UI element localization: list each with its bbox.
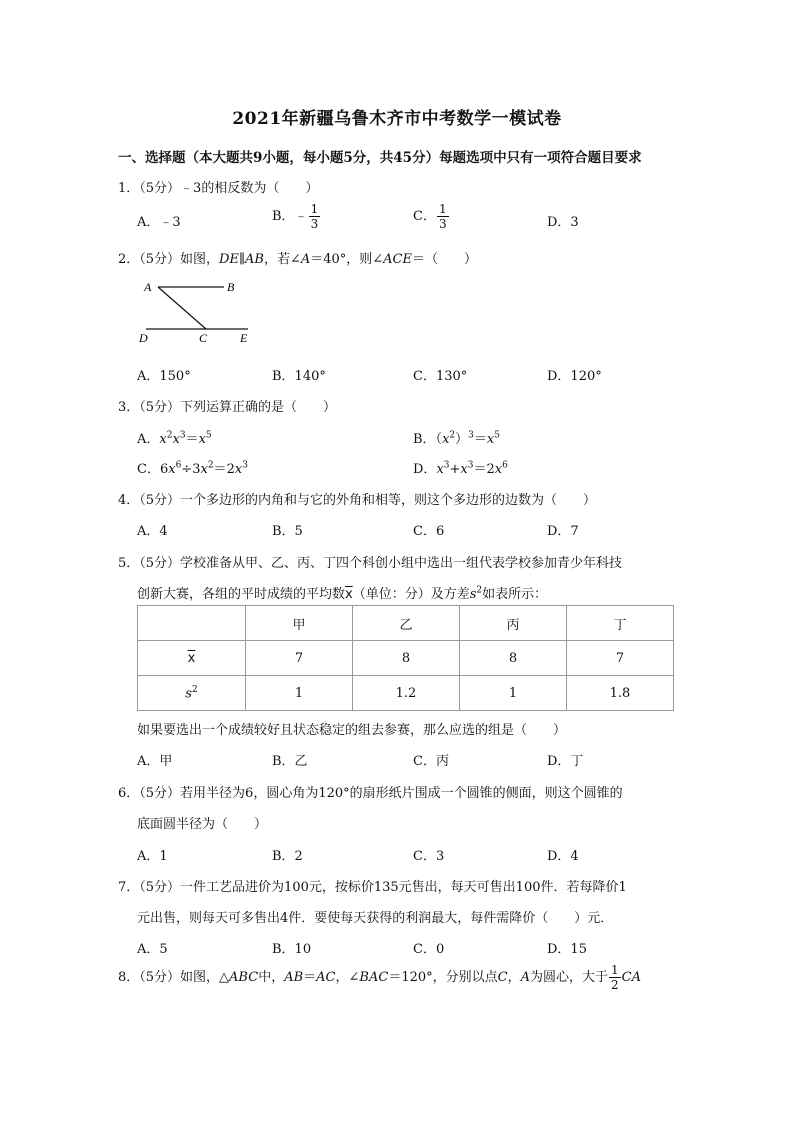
q2-option-d[interactable]: D．120° xyxy=(547,369,602,384)
question-6-line1: 6．（5分）若用半径为6，圆心角为120°的扇形纸片围成一个圆锥的侧面，则这个圆锥的 xyxy=(118,786,623,801)
table-header-cell: 丁 xyxy=(567,606,674,641)
q3-c-coef: 2 xyxy=(226,462,235,477)
question-5-line2 xyxy=(137,583,547,602)
q1-option-c-prefix: C． xyxy=(413,209,436,224)
s-label: s xyxy=(185,686,192,702)
q6-option-b[interactable]: B．2 xyxy=(272,849,303,864)
q2-ab: AB xyxy=(244,252,264,267)
q3-a-x1: x xyxy=(159,432,167,447)
q1-option-a[interactable]: A．﹣3 xyxy=(137,215,181,230)
q8-a: A xyxy=(520,970,530,985)
q3-d-x3: x xyxy=(494,462,503,477)
q1-c-numerator: 1 xyxy=(438,202,447,216)
q1-option-b-prefix: B．﹣ xyxy=(272,209,308,224)
question-1-stem: 1．（5分）﹣3的相反数为（ ） xyxy=(118,181,319,196)
q2-mid2: ＝40°，则∠ xyxy=(310,252,384,267)
q3-a-exp3: 5 xyxy=(205,430,212,441)
q3-d-exp2: 3 xyxy=(467,460,474,471)
q1-option-c-fraction xyxy=(437,203,449,230)
table-header-cell: 丙 xyxy=(460,606,567,641)
q4-option-a[interactable]: A．4 xyxy=(137,524,168,539)
q3-a-label: A． xyxy=(137,432,160,447)
q3-a-eq: ＝ xyxy=(185,432,199,447)
q3-b-eq: ＝ xyxy=(473,432,487,447)
q4-option-b[interactable]: B．5 xyxy=(272,524,303,539)
q3-c-label: C．6 xyxy=(137,462,169,477)
q5-line2b: （单位：分）及方差 xyxy=(352,587,470,602)
fig-label-d: D xyxy=(139,331,148,345)
question-5-line1: 5．（5分）学校准备从甲、乙、丙、丁四个科创小组中选出一组代表学校参加青少年科技 xyxy=(118,556,623,571)
table-cell: 1.8 xyxy=(567,676,674,711)
q8-eq: ＝ xyxy=(303,970,317,985)
q3-c-x3: x xyxy=(234,462,243,477)
q3-b-label: B．（ xyxy=(413,432,443,447)
q2-mid: ，若∠ xyxy=(263,252,301,267)
table-row-label xyxy=(138,676,246,711)
page-title: 2021年新疆乌鲁木齐市中考数学一模试卷 xyxy=(232,109,562,129)
table-cell: 1 xyxy=(246,676,353,711)
table-cell: 7 xyxy=(246,641,353,676)
table-header-cell: 甲 xyxy=(246,606,353,641)
q5-line2c: 如表所示： xyxy=(482,587,548,602)
table-row xyxy=(138,606,674,641)
q3-d-eq: ＝ xyxy=(473,462,487,477)
q3-b-exp1: 2 xyxy=(449,430,456,441)
question-7-line2: 元出售，则每天可多售出4件．要使每天获得的利润最大，每件需降价（ ）元． xyxy=(137,911,614,926)
table-cell: 8 xyxy=(460,641,567,676)
q3-d-exp3: 6 xyxy=(502,460,508,471)
q3-d-coef: 2 xyxy=(486,462,495,477)
q3-c-eq: ＝ xyxy=(213,462,227,477)
q2-number: 2．（5分）如图， xyxy=(118,252,220,267)
q3-a-x3: x xyxy=(198,432,206,447)
q3-c-x2: x xyxy=(200,462,208,477)
q2-parallel: ∥ xyxy=(238,252,245,267)
q3-c-exp1: 6 xyxy=(175,460,182,471)
q6-option-a[interactable]: A．1 xyxy=(137,849,168,864)
q1-option-b[interactable] xyxy=(272,203,321,230)
table-row xyxy=(138,676,674,711)
q5-option-d[interactable]: D．丁 xyxy=(547,754,584,769)
q5-xbar: $\overline{x}$ xyxy=(345,587,353,602)
q1-c-denominator: 3 xyxy=(438,217,447,231)
q1-option-c[interactable] xyxy=(413,203,450,230)
q3-a-exp2: 3 xyxy=(179,430,186,441)
q1-b-denominator: 3 xyxy=(310,217,319,231)
q1-b-numerator: 1 xyxy=(310,202,319,216)
table-header-cell: 乙 xyxy=(353,606,460,641)
q3-b-exp2: 3 xyxy=(468,430,474,441)
q3-c-x1: x xyxy=(168,462,176,477)
q7-option-b[interactable]: B．10 xyxy=(272,942,312,957)
q3-b-paren: ） xyxy=(455,432,469,447)
q8-prefix: 8．（5分）如图，△ xyxy=(118,970,230,985)
fig-label-a: A xyxy=(144,280,152,294)
q3-option-c[interactable] xyxy=(137,458,248,477)
q8-t1: 中， xyxy=(258,970,285,985)
q3-d-x1: x xyxy=(436,462,444,477)
q7-option-d[interactable]: D．15 xyxy=(547,942,587,957)
question-3-stem: 3．（5分）下列运算正确的是（ ） xyxy=(118,400,337,415)
q4-option-d[interactable]: D．7 xyxy=(547,524,579,539)
q3-d-exp1: 3 xyxy=(443,460,450,471)
q3-b-exp3: 5 xyxy=(494,430,500,441)
q8-ca: CA xyxy=(621,970,641,985)
q3-b-x2: x xyxy=(486,432,495,447)
q5-option-b[interactable]: B．乙 xyxy=(272,754,308,769)
q5-option-c[interactable]: C．丙 xyxy=(413,754,449,769)
xbar-label: $\overline{x}$ xyxy=(187,650,196,666)
question-2-stem xyxy=(118,248,477,267)
q6-option-d[interactable]: D．4 xyxy=(547,849,579,864)
q3-c-exp3: 3 xyxy=(242,460,248,471)
q6-option-c[interactable]: C．3 xyxy=(413,849,445,864)
q2-option-a[interactable]: A．150° xyxy=(137,369,191,384)
q5-option-a[interactable]: A．甲 xyxy=(137,754,173,769)
table-cell: 1 xyxy=(460,676,567,711)
q3-d-plus: + xyxy=(449,462,461,477)
table-row xyxy=(138,641,674,676)
q1-option-b-fraction xyxy=(309,203,321,230)
q7-option-c[interactable]: C．0 xyxy=(413,942,445,957)
q3-c-exp2: 2 xyxy=(207,460,214,471)
table-header-cell xyxy=(138,606,246,641)
q3-option-a[interactable] xyxy=(137,428,212,447)
q5-line2a: 创新大赛，各组的平时成绩的平均数 xyxy=(137,587,346,602)
q1-option-d[interactable]: D．3 xyxy=(547,215,579,230)
q8-fraction xyxy=(609,964,621,991)
q8-bac: BAC xyxy=(359,970,389,985)
q8-abc: ABC xyxy=(229,970,259,985)
s-sup: 2 xyxy=(191,684,198,695)
q3-c-div: ÷3 xyxy=(181,462,201,477)
q5-s: s xyxy=(469,587,477,602)
fig-label-c: C xyxy=(199,331,208,345)
q8-numerator: 1 xyxy=(611,963,619,977)
q3-option-d[interactable] xyxy=(413,458,508,477)
q3-a-exp1: 2 xyxy=(166,430,173,441)
q8-comma: ， xyxy=(507,970,521,985)
q8-c: C xyxy=(497,970,508,985)
q3-d-label: D． xyxy=(413,462,437,477)
q8-ab: AB xyxy=(284,970,304,985)
q3-option-b[interactable] xyxy=(413,428,500,447)
table-cell: 8 xyxy=(353,641,460,676)
fig-label-b: B xyxy=(227,280,235,294)
q5-table xyxy=(137,605,674,711)
q2-de: DE xyxy=(219,252,239,267)
question-8-line1 xyxy=(118,964,641,991)
table-row-label xyxy=(138,641,246,676)
q2-angle-a: A xyxy=(300,252,311,267)
q2-option-c[interactable]: C．130° xyxy=(413,369,468,384)
table-cell: 1.2 xyxy=(353,676,460,711)
question-4-stem: 4．（5分）一个多边形的内角和与它的外角和相等，则这个多边形的边数为（ ） xyxy=(118,493,597,508)
question-6-line2: 底面圆半径为（ ） xyxy=(137,817,268,832)
q8-ac: AC xyxy=(316,970,336,985)
q2-figure xyxy=(136,276,266,348)
q8-denominator: 2 xyxy=(611,978,619,992)
fig-label-e: E xyxy=(240,331,248,345)
table-cell: 7 xyxy=(567,641,674,676)
question-7-line1: 7．（5分）一件工艺品进价为100元，按标价135元售出，每天可售出100件．若每降价1 xyxy=(118,880,627,895)
q3-d-x2: x xyxy=(460,462,468,477)
line-ac xyxy=(158,287,206,329)
q8-t3: ＝120°，分别以点 xyxy=(388,970,498,985)
q7-option-a[interactable]: A．5 xyxy=(137,942,168,957)
section-header: 一、选择题（本大题共9小题，每小题5分，共45分）每题选项中只有一项符合题目要求 xyxy=(118,150,642,166)
q8-t4: 为圆心，大于 xyxy=(530,970,609,985)
q3-a-x2: x xyxy=(172,432,180,447)
q8-t2: ，∠ xyxy=(335,970,360,985)
question-5-after: 如果要选出一个成绩较好且状态稳定的组去参赛，那么应选的组是（ ） xyxy=(137,723,567,738)
q2-angle-ace: ACE xyxy=(383,252,412,267)
q3-b-x1: x xyxy=(442,432,450,447)
q2-option-b[interactable]: B．140° xyxy=(272,369,326,384)
q5-s-sup: 2 xyxy=(476,585,483,596)
q4-option-c[interactable]: C．6 xyxy=(413,524,445,539)
q2-end: ＝（ ） xyxy=(412,252,478,267)
